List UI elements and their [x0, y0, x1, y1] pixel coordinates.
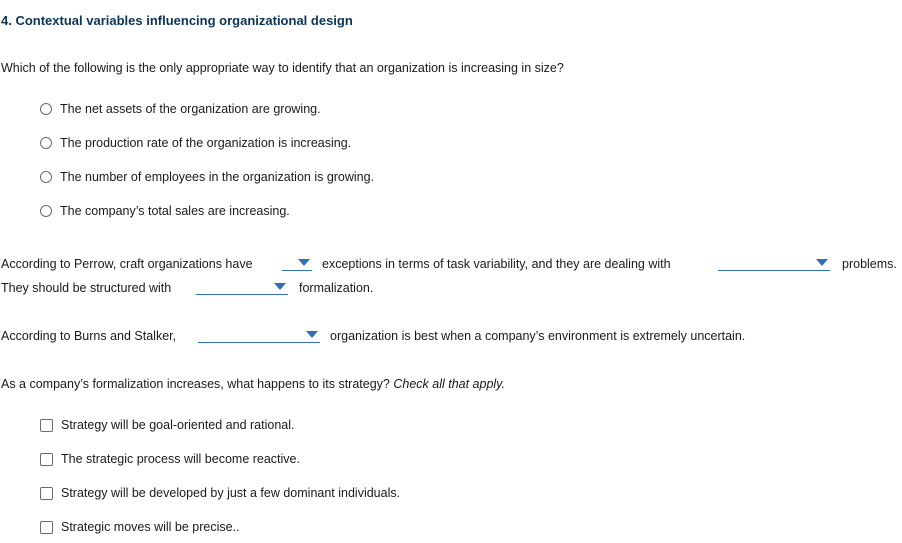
checkbox[interactable] [40, 521, 53, 534]
radio-option-total-sales[interactable] [40, 203, 290, 219]
burns-stalker-organization-dropdown[interactable] [198, 329, 320, 343]
radio-button[interactable] [40, 205, 52, 217]
burns-stalker-text-start: According to Burns and Stalker, [1, 329, 177, 343]
caret-down-icon [816, 259, 828, 266]
question-size-prompt: Which of the following is the only appropriate way to identify that an organization is increasing in size? [1, 61, 564, 75]
section-title: 4. Contextual variables influencing organizational design [1, 13, 353, 28]
formalization-strategy-prompt [1, 377, 505, 391]
caret-down-icon [274, 283, 286, 290]
perrow-problems-dropdown[interactable] [718, 257, 830, 271]
option-label: Strategic moves will be precise.. [61, 520, 240, 534]
burns-stalker-text-end: organization is best when a company’s environment is extremely uncertain. [330, 329, 746, 343]
perrow-exceptions-dropdown[interactable] [282, 257, 312, 271]
perrow-formalization-dropdown[interactable] [196, 281, 288, 295]
radio-option-net-assets[interactable] [40, 101, 321, 117]
caret-down-icon [298, 259, 310, 266]
option-label: The number of employees in the organization is growing. [60, 170, 375, 184]
perrow-formalization-text: formalization. [299, 281, 374, 295]
checkbox[interactable] [40, 453, 53, 466]
checkbox-option-dominant-individuals[interactable] [40, 485, 400, 501]
perrow-structure-text: They should be structured with [1, 281, 172, 295]
option-label: The strategic process will become reactive. [61, 452, 300, 466]
radio-option-employees[interactable] [40, 169, 374, 185]
option-label: The production rate of the organization is increasing. [60, 136, 352, 150]
checkbox[interactable] [40, 419, 53, 432]
checkbox-option-goal-oriented[interactable] [40, 417, 294, 433]
option-label: Strategy will be goal-oriented and rational. [61, 418, 295, 432]
question-text: As a company’s formalization increases, what happens to its strategy? [1, 377, 390, 391]
perrow-text-middle: exceptions in terms of task variability, and they are dealing with [322, 257, 671, 271]
checkbox-option-precise[interactable] [40, 519, 240, 535]
option-label: The company’s total sales are increasing. [60, 204, 290, 218]
instruction-text: Check all that apply. [393, 377, 505, 391]
option-label: The net assets of the organization are growing. [60, 102, 321, 116]
radio-button[interactable] [40, 137, 52, 149]
radio-option-production-rate[interactable] [40, 135, 351, 151]
perrow-text-start: According to Perrow, craft organizations have [1, 257, 253, 271]
option-label: Strategy will be developed by just a few dominant individuals. [61, 486, 401, 500]
perrow-text-end: problems. [842, 257, 897, 271]
caret-down-icon [306, 331, 318, 338]
checkbox[interactable] [40, 487, 53, 500]
radio-button[interactable] [40, 171, 52, 183]
radio-button[interactable] [40, 103, 52, 115]
checkbox-option-reactive[interactable] [40, 451, 300, 467]
